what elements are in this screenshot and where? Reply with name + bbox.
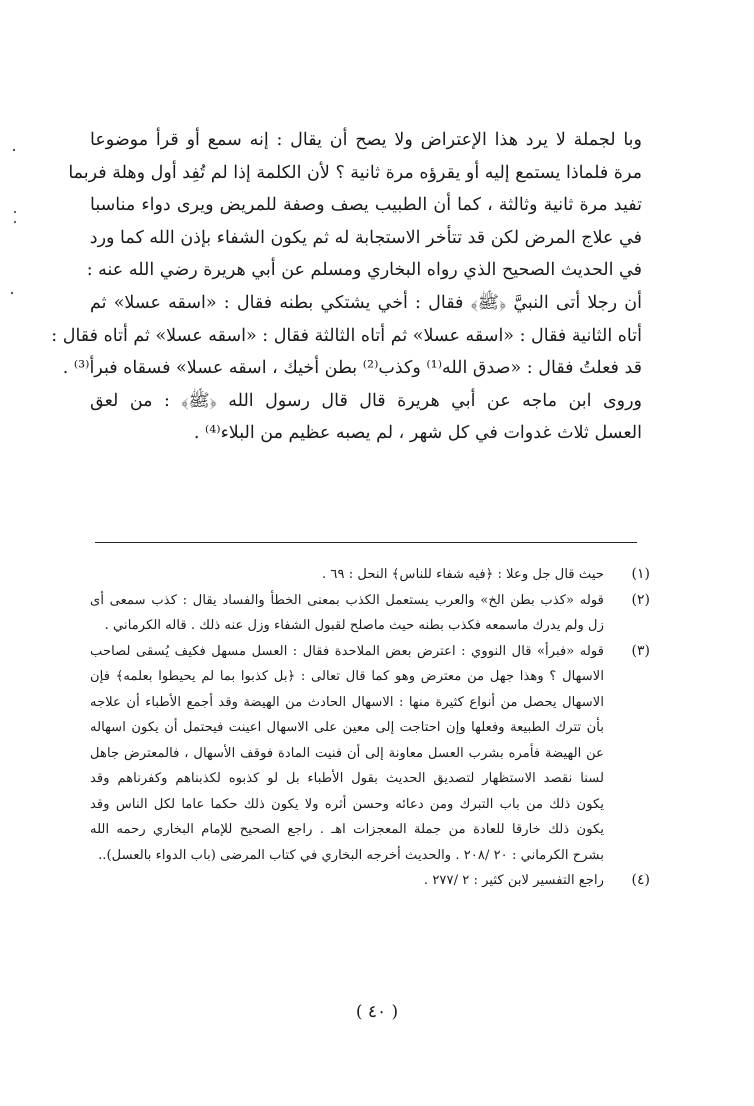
text-line: وبا لجملة لا يرد هذا الإعتراض ولا يصح أن يقال : إنه سمع أو قرأ موضوعا bbox=[90, 130, 642, 150]
footnote-number: (١) bbox=[631, 566, 650, 582]
footnote-line: يكون ذلك من باب التبرك ومن دعائه وحسن أثره ولا يكون ذلك حكما عاما لكل الناس وقد bbox=[90, 796, 604, 812]
text-line: أن رجلا أتى النبيَّ ﴿ﷺ﴾ فقال : أخي يشتكي بطنه فقال : «اسقه عسلا» ثم bbox=[90, 292, 642, 313]
footnote-number: (٣) bbox=[631, 642, 650, 659]
footnote-line: راجع التفسير لابن كثير : ٢ /٢٧٧ . bbox=[423, 873, 604, 888]
text-line: تفيد مرة ثانية وثالثة ، كما أن الطبيب يصف وصفة للمريض ويرى دواء مناسبا bbox=[90, 195, 642, 216]
footnote-line: عن الهيضة فأمره بشرب العسل معاونة إلى أن فنيت المادة فوقف الأسهال ، فالمعترض جاهل bbox=[90, 745, 604, 761]
text-line: قد فعلتُ فقال : «صدق الله⁽¹⁾ وكذب⁽²⁾ بطن أخيك ، اسقه عسلا» فسقاه فبرأ⁽³⁾ . bbox=[62, 358, 642, 379]
footnote-line: زل ولم يدرك ماسمعه فكذب بطنه حيث ماصلح لقبول الشفاء وزل عنه ذلك . قاله الكرماني . bbox=[104, 618, 604, 633]
footnote-number: (٢) bbox=[631, 591, 650, 608]
footnote-line: يكون ذلك خارقا للعادة من جملة المعجزات اهـ . راجع الصحيح للإمام البخاري رحمه الله bbox=[90, 822, 604, 837]
text-line: وروى ابن ماجه عن أبي هريرة قال قال رسول الله ﴿ﷺ﴾ : من لعق bbox=[90, 390, 642, 411]
page-number: ( ٤٠ ) bbox=[355, 1002, 399, 1022]
footnote-line: بشرح الكرماني : ٢٠ /٢٠٨ . والحديث أخرجه البخاري في كتاب المرضى (باب الدواء بالعسل).. bbox=[98, 847, 604, 863]
text-line: في الحديث الصحيح الذي رواه البخاري ومسلم عن أبي هريرة رضي الله عنه : bbox=[86, 260, 642, 281]
footnote-line: قوله «كذب بطن الخ» والعرب يستعمل الكذب بمعنى الخطأ والفساد يقال : كذب سمعى أى bbox=[90, 592, 604, 608]
footnote-4 bbox=[90, 868, 654, 894]
footnote-2 bbox=[90, 588, 654, 639]
footnote-line: الاسهال يحصل من أنواع كثيرة منها : الاسهال الحادث من الهيضة وقد أجمع الأطباء أن علاجه bbox=[90, 694, 604, 710]
text-line: العسل ثلاث غدوات في كل شهر ، لم يصبه عظيم من البلاء⁽⁴⁾ . bbox=[193, 423, 642, 444]
footnote-separator bbox=[95, 542, 637, 543]
footnote-line: الاسهال ؟ وهذا جهل من معترض وهو كما قال تعالى : ﴿بل كذبوا بما لم يحيطوا بعلمه﴾ فإن bbox=[90, 669, 604, 684]
footnote-number: (٤) bbox=[631, 872, 650, 888]
text-line: في علاج المرض لكن قد تتأخر الاستجابة له ثم يكون الشفاء بإذن الله كما ورد bbox=[89, 227, 642, 248]
footnotes bbox=[90, 562, 654, 894]
footnote-1 bbox=[90, 562, 654, 588]
text-line: مرة فلماذا يستمع إليه أو يقرؤه مرة ثانية ؟ لأن الكلمة إذا لم تُفِد أول وهلة فربما bbox=[68, 162, 642, 183]
footnote-line: بأن تترك الطبيعة وفعلها وإن احتاجت إلى معين على الاسهال اعينت فيحتمل أن يكون اسهاله bbox=[90, 720, 604, 735]
footnote-line: قوله «فبرأ» قال النووي : اعترض بعض الملاحدة فقال : العسل مسهل فكيف يُسقى لصاحب bbox=[90, 643, 604, 659]
text-line: أتاه الثانية فقال : «اسقه عسلا» ثم أتاه الثالثة فقال : «اسقه عسلا» ثم أتاه فقال : bbox=[51, 325, 642, 346]
main-text bbox=[51, 124, 642, 450]
footnote-3 bbox=[90, 639, 654, 869]
footnote-line: لسنا نقصد الاستظهار لتصديق الحديث بقول الأطباء بل لو كذبوه لكذبناهم وكفرناهم وقد bbox=[90, 771, 604, 786]
footnote-line: حيث قال جل وعلا : ﴿فيه شفاء للناس﴾ النحل : ٦٩ . bbox=[322, 567, 604, 582]
